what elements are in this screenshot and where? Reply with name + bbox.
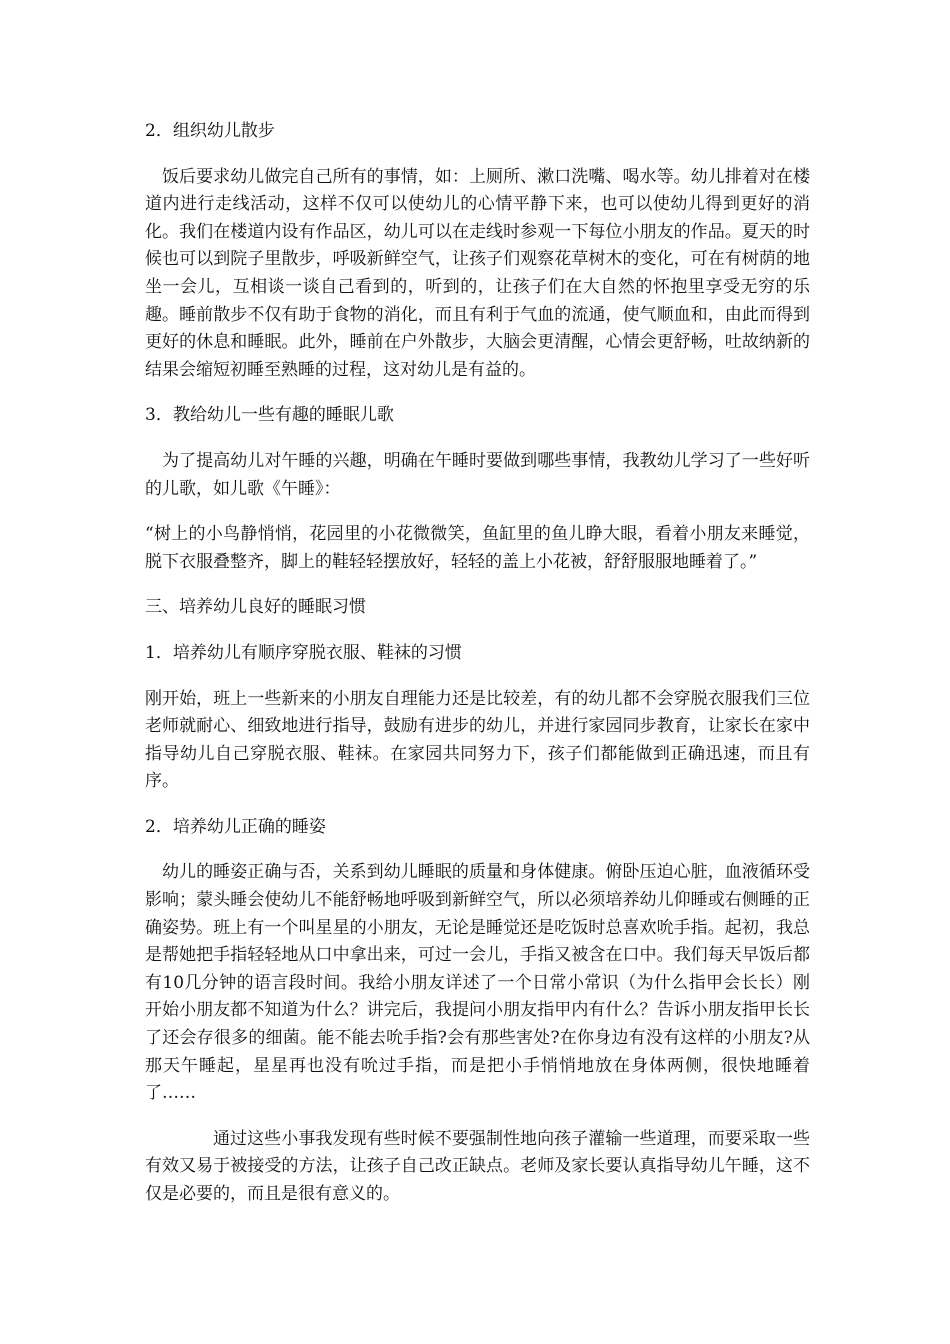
heading-dressing-order: 1．培养幼儿有顺序穿脱衣服、鞋袜的习惯 xyxy=(145,642,462,663)
paragraph-posture: 幼儿的睡姿正确与否，关系到幼儿睡眠的质量和身体健康。俯卧压迫心脏，血液循环受影响；蒙头睡会使幼儿不能舒畅地呼吸到新鲜空气，所以必须培养幼儿仰睡或右侧睡的正确姿势。班上有一个叫星星的小朋友，无论是睡觉还是吃饭时总喜欢吮手指。起初，我总是帮她把手指轻轻地从口中拿出来，可过一会儿，手指又被含在口中。我们每天早饭后都有10几分钟的语言段时间。我给小朋友详述了一个日常小常识（为什么指甲会长长）刚开始小朋友都不知道为什么？讲完后，我提问小朋友指甲内有什么？告诉小朋友指甲长长了还会存很多的细菌。能不能去吮手指?会有那些害处?在你身边有没有这样的小朋友?从那天午睡起，星星再也没有吮过手指，而是把小手悄悄地放在身体两侧，很快地睡着了…… xyxy=(145,862,810,1104)
heading-sleep-posture: 2．培养幼儿正确的睡姿 xyxy=(145,816,326,837)
heading-sleep-songs: 3．教给幼儿一些有趣的睡眠儿歌 xyxy=(145,405,394,426)
paragraph-walk: 饭后要求幼儿做完自己所有的事情，如：上厕所、漱口洗嘴、喝水等。幼儿排着对在楼道内进行走线活动，这样不仅可以使幼儿的心情平静下来，也可以使幼儿得到更好的消化。我们在楼道内设有作品区，幼儿可以在走线时参观一下每位小朋友的作品。夏天的时候也可以到院子里散步，呼吸新鲜空气，让孩子们观察花草树木的变化，可在有树荫的地坐一会儿，互相谈一谈自己看到的，听到的，让孩子们在大自然的怀抱里享受无穷的乐趣。睡前散步不仅有助于食物的消化，而且有利于气血的流通，使气顺血和，由此而得到更好的休息和睡眠。此外，睡前在户外散步，大脑会更清醒，心情会更舒畅，吐故纳新的结果会缩短初睡至熟睡的过程，这对幼儿是有益的。 xyxy=(145,166,810,380)
paragraph-conclusion: 通过这些小事我发现有些时候不要强制性地向孩子灌输一些道理，而要采取一些有效又易于被接受的方法，让孩子自己改正缺点。老师及家长要认真指导幼儿午睡，这不仅是必要的，而且是很有意义的。 xyxy=(145,1128,810,1204)
heading-organize-walk: 2．组织幼儿散步 xyxy=(145,121,275,141)
document-page xyxy=(145,118,810,1227)
paragraph-songs-intro: 为了提高幼儿对午睡的兴趣，明确在午睡时要做到哪些事情，我教幼儿学习了一些好听的儿歌，如儿歌《午睡》： xyxy=(145,450,810,499)
paragraph-dressing: 刚开始，班上一些新来的小朋友自理能力还是比较差，有的幼儿都不会穿脱衣服我们三位老师就耐心、细致地进行指导，鼓励有进步的幼儿，并进行家园同步教育，让家长在家中指导幼儿自己穿脱衣服、鞋袜。在家园共同努力下，孩子们都能做到正确迅速，而且有序。 xyxy=(145,688,810,792)
paragraph-song-lyrics: “树上的小鸟静悄悄，花园里的小花微微笑，鱼缸里的鱼儿睁大眼，看着小朋友来睡觉，脱下衣服叠整齐，脚上的鞋轻轻摆放好，轻轻的盖上小花被，舒舒服服地睡着了。” xyxy=(145,524,810,572)
heading-sleep-habits: 三、培养幼儿良好的睡眠习惯 xyxy=(145,597,366,618)
